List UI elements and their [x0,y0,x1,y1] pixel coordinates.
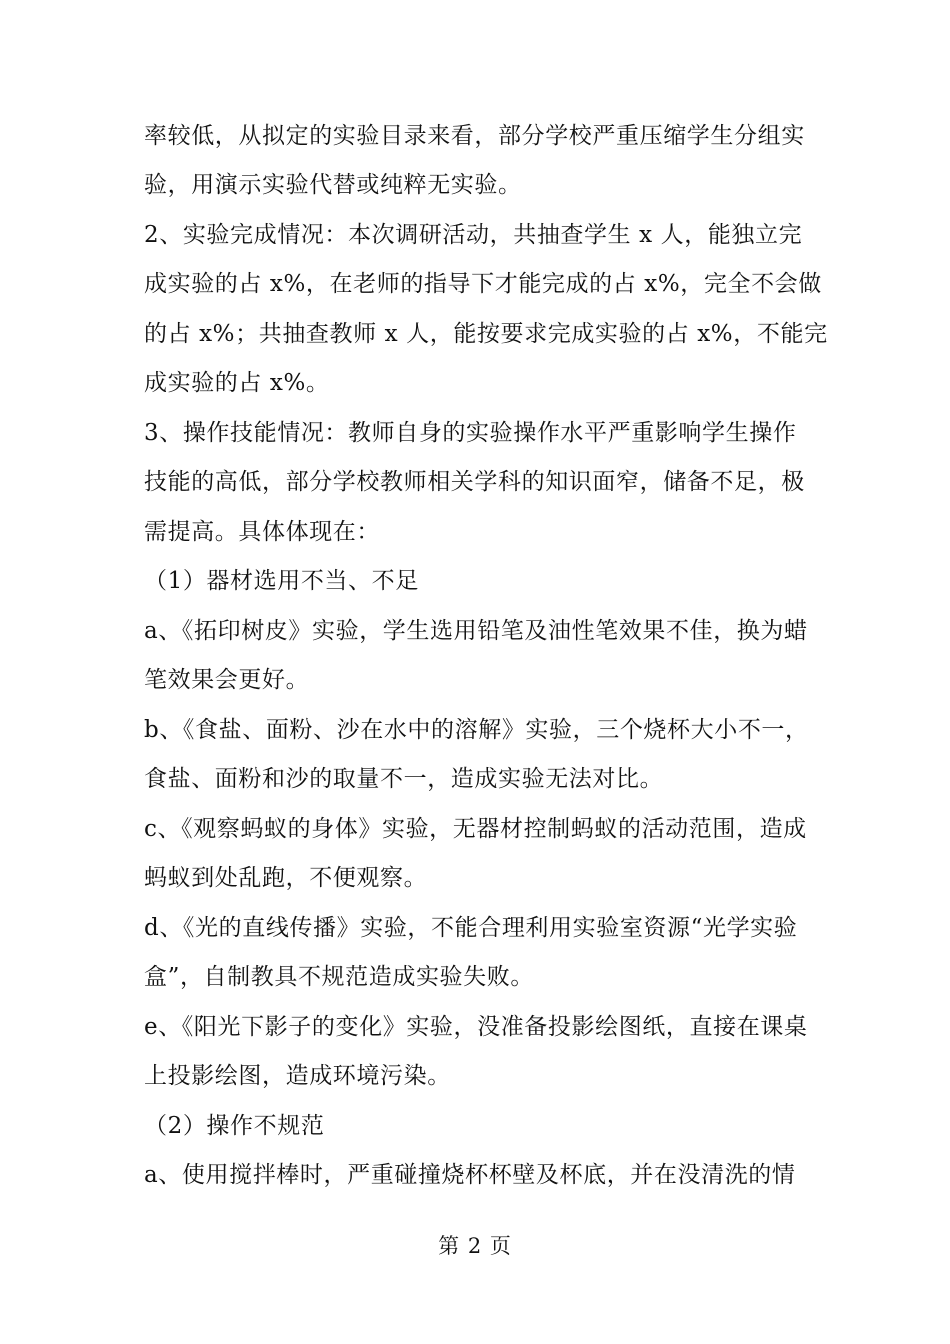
text-line: 成实验的占 x%。 [144,370,330,396]
text-line: 上投影绘图，造成环境污染。 [144,1063,451,1089]
text-line: 的占 x%；共抽查教师 x 人，能按要求完成实验的占 x%，不能完 [144,321,828,347]
text-line: c、《观察蚂蚁的身体》实验，无器材控制蚂蚁的活动范围，造成 [144,816,807,842]
text-line: 蚂蚁到处乱跑，不便观察。 [144,865,428,891]
text-line: 3、操作技能情况：教师自身的实验操作水平严重影响学生操作 [144,420,797,446]
text-line: 食盐、面粉和沙的取量不一，造成实验无法对比。 [144,766,664,792]
text-line: a、《拓印树皮》实验，学生选用铅笔及油性笔效果不佳，换为蜡 [144,618,808,644]
section-heading: （1）器材选用不当、不足 [144,568,419,594]
text-line: 率较低，从拟定的实验目录来看，部分学校严重压缩学生分组实 [144,123,805,149]
text-line: e、《阳光下影子的变化》实验，没准备投影绘图纸，直接在课桌 [144,1014,808,1040]
text-line: 笔效果会更好。 [144,667,310,693]
section-heading: （2）操作不规范 [144,1113,325,1139]
text-line: 成实验的占 x%，在老师的指导下才能完成的占 x%，完全不会做 [144,271,822,297]
text-line: 2、实验完成情况：本次调研活动，共抽查学生 x 人，能独立完 [144,222,803,248]
text-line: 验，用演示实验代替或纯粹无实验。 [144,172,522,198]
text-line: 技能的高低，部分学校教师相关学科的知识面窄，储备不足，极 [144,469,805,495]
text-line: 盒”，自制教具不规范造成实验失败。 [144,964,534,990]
text-line: 需提高。具体体现在： [144,519,380,545]
text-line: a、使用搅拌棒时，严重碰撞烧杯杯壁及杯底，并在没清洗的情 [144,1162,796,1188]
page-number: 第 2 页 [438,1234,512,1258]
text-line: b、《食盐、面粉、沙在水中的溶解》实验，三个烧杯大小不一， [144,717,809,743]
text-line: d、《光的直线传播》实验，不能合理利用实验室资源“光学实验 [144,915,798,941]
